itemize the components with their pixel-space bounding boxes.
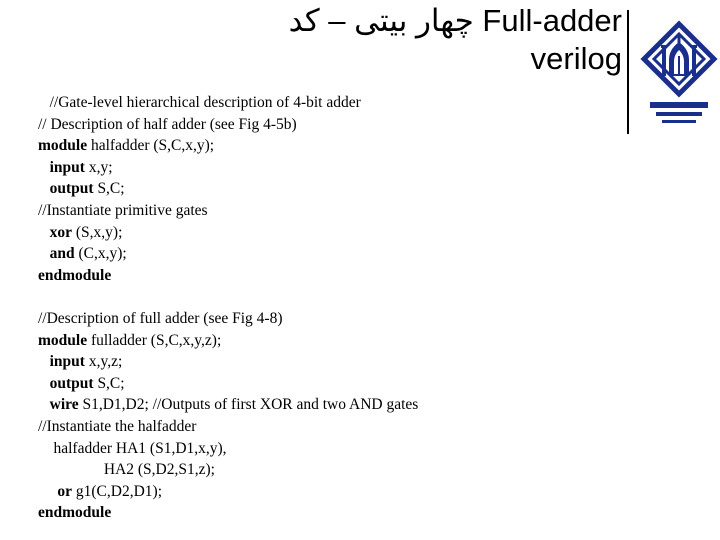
code-keyword: endmodule — [38, 266, 112, 284]
code-indent — [38, 353, 50, 370]
code-keyword: and — [49, 245, 75, 263]
code-keyword: wire — [49, 396, 79, 414]
verilog-code-listing — [38, 92, 638, 524]
code-text: x,y; — [84, 158, 113, 176]
code-line — [38, 157, 638, 179]
code-text: //Gate-level hierarchical description of 4-bit adder — [49, 94, 361, 111]
code-line — [38, 243, 638, 265]
code-line — [38, 459, 638, 481]
code-indent — [38, 440, 54, 457]
code-text: S1,D1,D2; //Outputs of first XOR and two AND gates — [78, 396, 419, 414]
code-line — [38, 92, 638, 114]
code-text: //Description of full adder (see Fig 4-8) — [38, 309, 283, 327]
code-line — [38, 416, 638, 438]
code-text: //Instantiate primitive gates — [38, 201, 208, 219]
code-keyword: input — [49, 353, 85, 371]
code-line — [38, 178, 638, 200]
code-line — [38, 502, 638, 524]
code-indent — [38, 461, 104, 478]
code-keyword: xor — [49, 223, 73, 241]
code-line — [38, 114, 638, 136]
code-line — [38, 330, 638, 352]
code-line — [38, 351, 638, 373]
code-keyword: module — [38, 137, 88, 155]
code-text: (S,x,y); — [72, 223, 123, 241]
code-line — [38, 135, 638, 157]
code-indent — [38, 375, 50, 392]
code-indent — [38, 180, 50, 197]
code-keyword: input — [49, 158, 85, 176]
code-keyword: or — [57, 482, 73, 500]
code-line — [38, 394, 638, 416]
code-line — [38, 265, 638, 287]
code-line — [38, 373, 638, 395]
slide-title-line-2: verilog — [530, 41, 622, 76]
code-text: halfadder HA1 (S1,D1,x,y), — [53, 439, 227, 457]
code-text: //Instantiate the halfadder — [38, 417, 197, 435]
code-indent — [38, 245, 50, 262]
code-line — [38, 438, 638, 460]
code-line — [38, 200, 638, 222]
code-line — [38, 308, 638, 330]
institution-emblem-icon — [640, 20, 718, 130]
code-keyword: output — [49, 374, 94, 392]
code-text: fulladder (S,C,x,y,z); — [87, 331, 222, 349]
code-text: // Description of half adder (see Fig 4-5b) — [38, 115, 297, 133]
code-text: (C,x,y); — [74, 245, 127, 263]
code-line — [38, 481, 638, 503]
slide-title-line-1: چهار بیتی – کد Full-adder — [288, 3, 622, 38]
code-indent — [38, 224, 50, 241]
code-text: S,C; — [93, 374, 125, 392]
code-indent — [38, 94, 50, 111]
code-indent — [38, 483, 57, 500]
code-indent — [38, 396, 50, 413]
code-blank-line — [38, 286, 638, 308]
code-keyword: module — [38, 331, 88, 349]
code-text: S,C; — [93, 180, 125, 198]
code-line — [38, 222, 638, 244]
code-text: HA2 (S,D2,S1,z); — [103, 461, 215, 479]
code-text: halfadder (S,C,x,y); — [87, 137, 215, 155]
code-indent — [38, 159, 50, 176]
code-text: x,y,z; — [84, 353, 123, 371]
code-text: g1(C,D2,D1); — [72, 482, 162, 500]
code-keyword: endmodule — [38, 504, 112, 522]
slide-title — [22, 2, 622, 78]
code-keyword: output — [49, 180, 94, 198]
